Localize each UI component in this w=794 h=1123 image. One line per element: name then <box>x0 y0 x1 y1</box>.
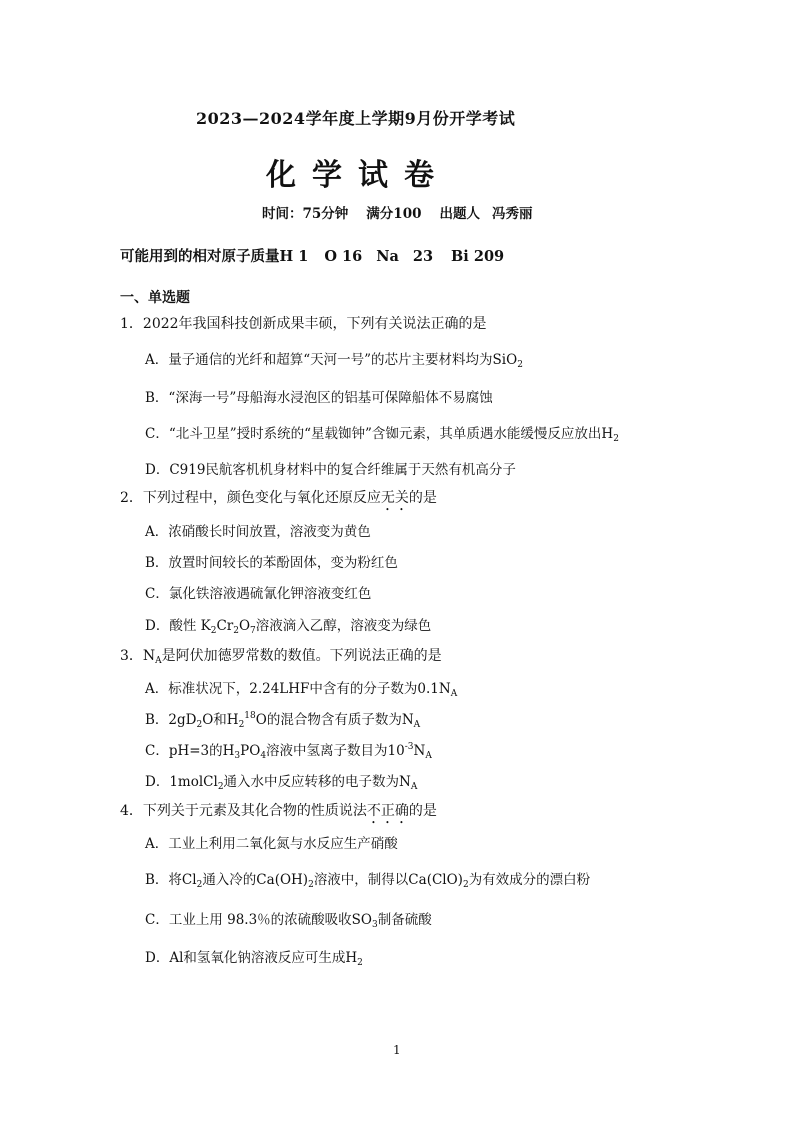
atomic-bi: Bi 209 <box>451 248 505 265</box>
question-3-option-b: B．$2gD_2O$和$H_2^{18}O$的混合物含有质子数为$N_A$ <box>145 711 421 730</box>
question-1-stem: 1．2022年我国科技创新成果丰硕，下列有关说法正确的是 <box>120 316 487 332</box>
emphasis-mark: 无关 <box>380 490 409 506</box>
question-4-stem: 4．下列关于元素及其化合物的性质说法不正确的是 <box>120 803 437 819</box>
question-1-option-a: A．量子通信的光纤和超算“天河一号”的芯片主要材料均为SiO$_2$ <box>145 352 523 370</box>
question-1-option-d: D．C919民航客机机身材料中的复合纤维属于天然有机高分子 <box>145 462 516 478</box>
question-4-option-d: D．Al和氢氧化钠溶液反应可生成$H_2$ <box>145 950 363 968</box>
exam-title: 2023—2024学年度上学期9月份开学考试 <box>196 109 516 128</box>
question-3-option-a: A．标准状况下，2.24LHF中含有的分子数为$0.1N_A$ <box>145 681 458 699</box>
author-name: 冯秀丽 <box>491 206 533 222</box>
exam-time: 时间：75分钟 <box>262 206 349 222</box>
question-3-stem: 3．$N_A$是阿伏加德罗常数的数值。下列说法正确的是 <box>120 648 442 666</box>
question-4-option-a: A．工业上利用二氧化氮与水反应生产硝酸 <box>145 836 398 852</box>
question-2-option-b: B．放置时间较长的苯酚固体，变为粉红色 <box>145 555 398 571</box>
question-1-option-c: C．“北斗卫星”授时系统的“星载铷钟”含铷元素，其单质遇水能缓慢反应放出$H_2$ <box>145 426 619 444</box>
question-4-option-c: C．工业上用 98.3％的浓硫酸吸收$SO_3$制备硫酸 <box>145 912 432 930</box>
atomic-masses <box>120 245 514 266</box>
author-label: 出题人 <box>439 206 480 222</box>
atomic-na-value: 23 <box>412 248 434 265</box>
question-3-option-d: D．1molCl$_2$通入水中反应转移的电子数为$N_A$ <box>145 774 418 792</box>
subject-title: 化学试卷 <box>266 158 450 193</box>
page-number: 1 <box>393 1043 401 1057</box>
atomic-o: O 16 <box>324 248 363 265</box>
atomic-h: 可能用到的相对原子质量H 1 <box>120 248 309 265</box>
atomic-na: Na <box>376 248 399 265</box>
question-4-option-b: B．将$Cl_2$通入冷的$Ca(OH)_2$溶液中，制得以$Ca(ClO)_2$为有效成分的漂白粉 <box>145 872 591 890</box>
question-2-option-c: C．氯化铁溶液遇硫氰化钾溶液变红色 <box>145 586 372 602</box>
exam-score: 满分100 <box>366 206 422 222</box>
section-title: 一、单选题 <box>120 290 190 306</box>
emphasis-mark: 不正确 <box>366 803 409 819</box>
question-2-option-a: A．浓硝酸长时间放置，溶液变为黄色 <box>145 524 371 540</box>
question-2-stem: 2．下列过程中，颜色变化与氧化还原反应无关的是 <box>120 490 437 506</box>
question-1-option-b: B．“深海一号”母船海水浸泡区的铝基可保障船体不易腐蚀 <box>145 390 493 406</box>
exam-meta <box>262 202 550 222</box>
question-3-option-c: C．pH=3的$H_3PO_4$溶液中氢离子数目为$10^{-3}N_A$ <box>145 742 432 761</box>
question-2-option-d: D．酸性 $K_2Cr_2O_7$溶液滴入乙醇，溶液变为绿色 <box>145 618 432 636</box>
